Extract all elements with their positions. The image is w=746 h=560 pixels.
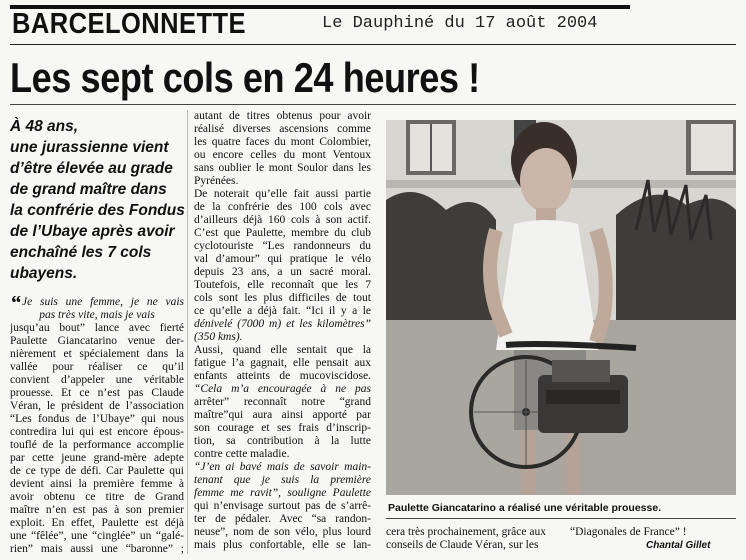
lede-line: À 48 ans, [10,118,79,135]
lede-line: enchaîné les 7 cols [10,244,152,261]
text-line: maître n’en est pas à son premier [10,504,184,516]
section-kicker: BARCELONNETTE [12,8,246,40]
lede-line: la confrérie des Fondus [10,202,185,219]
lede-line: ubayens. [10,265,78,282]
photo-illustration [386,120,736,495]
text-line: de la confrérie des 100 cols avec [194,201,371,213]
headline: Les sept cols en 24 heures ! [10,54,480,101]
text-line: touflé de la performance accomplie [10,439,184,451]
text-line: tion, sa contribution à la lutte [194,435,371,447]
lede [10,116,185,284]
text-line: réalisé diverses ascensions comme [194,123,371,135]
text-line: maître”qui aura ainsi apporté par [194,409,371,421]
photo-caption: Paulette Giancatarino a réalisé une véritable prouesse. [388,502,662,514]
text-line: tenant que je suis la première [194,474,371,486]
text-line: cyclotouriste “Les randonneurs du [194,240,371,252]
text-line: devient ainsi la première femme à [10,478,184,490]
text-line: vallée pour réaliser ce qu’il [10,361,184,373]
text-line: sans oublier le mont Soulor dans les [194,162,371,174]
bottom-text-2: “Diagonales de France” ! [570,526,687,538]
text-line: ou encore celles du mont Ventoux [194,149,371,161]
text-line: cols sont les plus difficiles de tout [194,292,371,304]
text-line: mais plus confortable, elle se lan- [194,539,371,551]
text-line: par cette jeune grand-mère adepte [10,452,184,464]
foliage-left [386,192,496,320]
text-line: “Les fondus de l’Ubaye” qui nous [10,413,184,425]
text-line: les quatre faces du mont Colombier, [194,136,371,148]
text-span: Je suis une femme, je ne vais [22,296,184,308]
text-line: avoir obtenu ce titre de Grand [10,491,184,503]
lede-line: une jurassienne vient [10,139,169,156]
text-line: “J’en ai bavé mais de savoir main- [194,461,371,473]
text-line: (350 kms). [194,331,243,343]
text-line: contre cette maladie. [194,448,290,460]
headline-rule [10,104,736,105]
text-line: de ce type de défi. Car Paulette qui [10,465,184,477]
text-line: rien” mais aussi une “baronne” ; [10,543,184,555]
photo [386,120,736,495]
text-line: ter de pédaler. Avec “sa randon- [194,513,371,525]
text-line: son courage et ses frais d’inscrip- [194,422,371,434]
text-line: arrêter” reconnaît notre “grand [194,396,371,408]
text-line [10,296,184,309]
text-line: jusqu’au bout” lance avec fierté [10,322,184,334]
caption-rule [386,518,736,519]
text-line: Pyrénées. [194,175,239,187]
column-middle [194,110,371,552]
text-line: depuis 23 ans, a un sacré moral. [194,266,371,278]
text-line: ce qu’elle a déjà fait. “Ici il y a le [194,305,371,317]
text-line: autant de titres obtenus pour avoir [194,110,371,122]
text-line: prouesse. Et ce n’est pas Claude [10,387,184,399]
text-line: fatigue l’a gagnait, elle pensait aux [194,357,371,369]
text-line: nièrement et spécialement dans la [10,348,184,360]
text-line: neuse”, nom de son vélo, plus lourd [194,526,371,538]
text-line: val d’amour” qui pratique le vélo [194,253,371,265]
column-divider [187,110,188,554]
text-line: d’ailleurs déjà 160 cols à son actif. [194,214,371,226]
text-line: pas très vite, mais je vais [39,309,155,321]
face [520,148,572,212]
text-line: qui n’envisage surtout pas de s’arrê- [194,500,371,512]
masthead-rule [10,44,736,45]
text-line: “Cela m’a encouragée à ne pas [194,383,371,395]
quote-mark: “ [10,296,21,309]
text-line: Aussi, quand elle sentait que la [194,344,371,356]
text-line: Paulette Giancatarino venue der- [10,335,184,347]
text-line: contredira lui qui est encore épous- [10,426,184,438]
column-left [10,296,184,556]
photo-credit: Chantal Gillet [646,540,711,551]
text-line: Toutefois, elle reconnaît que les 7 [194,279,371,291]
lede-line: d’être élevée au grade [10,160,173,177]
text-line: Véran, le président de l’association [10,400,184,412]
text-line: femme me ravit”, souligne Paulette [194,487,371,499]
text-line: convient d’appeler une véritable [10,374,184,386]
lede-line: de grand maître dans [10,181,167,198]
text-line: C’est que Paulette, membre du club [194,227,371,239]
text-line: une “fêlée”, une “cinglée” un “galé- [10,530,184,542]
text-line: enfants atteints de mucoviscidose. [194,370,371,382]
lede-line: de l’Ubaye après avoir [10,223,175,240]
bottom-line: cera très prochainement, grâce aux [386,526,546,538]
bottom-text-1 [386,526,546,552]
bottom-line: conseils de Claude Véran, sur les [386,539,539,551]
text-line: De noterait qu’elle fait aussi partie [194,188,371,200]
text-line: dénivelé (7000 m) et les kilomètres” [194,318,371,330]
source-line: Le Dauphiné du 17 août 2004 [322,14,598,33]
text-line: exploit. En effet, Paulette est déjà [10,517,184,529]
